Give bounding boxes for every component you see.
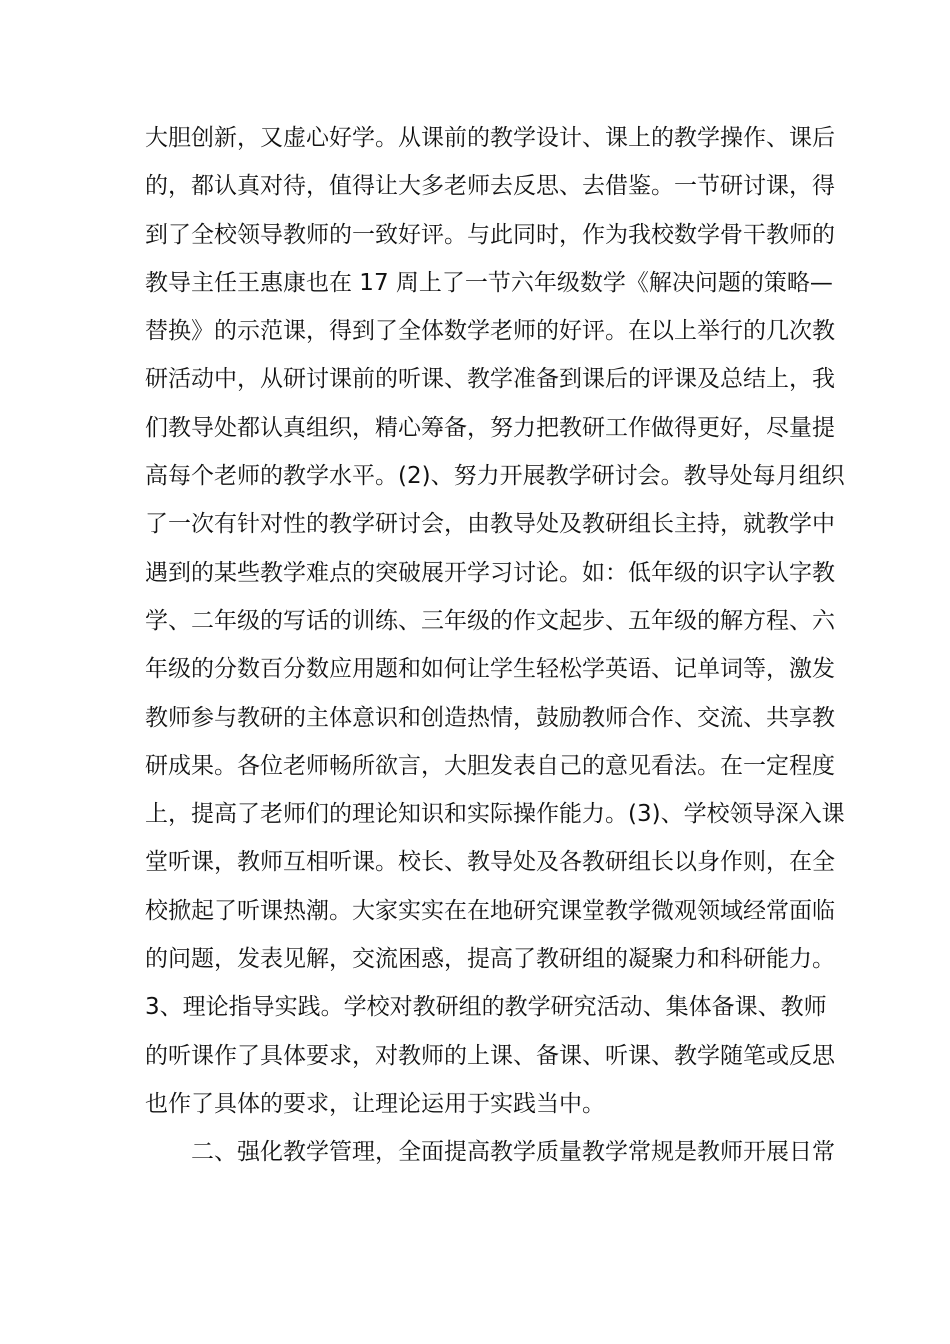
section-heading-line: 二、强化教学管理，全面提高教学质量教学常规是教师开展日常 bbox=[191, 1139, 835, 1166]
text-line: 也作了具体的要求，让理论运用于实践当中。 bbox=[145, 1090, 605, 1117]
text-line: 的听课作了具体要求，对教师的上课、备课、听课、教学随笔或反思 bbox=[145, 1042, 835, 1069]
text-line: 替换》的示范课，得到了全体数学老师的好评。在以上举行的几次教 bbox=[145, 318, 835, 345]
text-line: 的，都认真对待，值得让大多老师去反思、去借鉴。一节研讨课，得 bbox=[145, 173, 835, 200]
text-line: 研活动中，从研讨课前的听课、教学准备到课后的评课及总结上，我 bbox=[145, 366, 835, 393]
body-text bbox=[145, 114, 845, 1177]
text-line: 堂听课，教师互相听课。校长、教导处及各教研组长以身作则，在全 bbox=[145, 849, 835, 876]
text-line: 学、二年级的写话的训练、三年级的作文起步、五年级的解方程、六 bbox=[145, 607, 835, 634]
text-line: 教导主任王惠康也在 17 周上了一节六年级数学《解决问题的策略— bbox=[145, 269, 833, 296]
text-line: 们教导处都认真组织，精心筹备，努力把教研工作做得更好，尽量提 bbox=[145, 414, 835, 441]
text-line: 遇到的某些教学难点的突破展开学习讨论。如：低年级的识字认字教 bbox=[145, 559, 835, 586]
text-line: 校掀起了听课热潮。大家实实在在地研究课堂教学微观领域经常面临 bbox=[145, 897, 835, 924]
text-line: 大胆创新，又虚心好学。从课前的教学设计、课上的教学操作、课后 bbox=[145, 125, 835, 151]
text-line: 3、理论指导实践。学校对教研组的教学研究活动、集体备课、教师 bbox=[145, 994, 827, 1021]
text-line: 研成果。各位老师畅所欲言，大胆发表自己的意见看法。在一定程度 bbox=[145, 752, 835, 779]
text-line: 到了全校领导教师的一致好评。与此同时，作为我校数学骨干教师的 bbox=[145, 221, 835, 248]
text-line: 高每个老师的教学水平。(2)、努力开展教学研讨会。教导处每月组织 bbox=[145, 463, 845, 490]
text-line: 了一次有针对性的教学研讨会，由教导处及教研组长主持，就教学中 bbox=[145, 511, 835, 538]
text-line: 的问题，发表见解，交流困惑，提高了教研组的凝聚力和科研能力。 bbox=[145, 946, 835, 973]
text-line: 上，提高了老师们的理论知识和实际操作能力。(3)、学校领导深入课 bbox=[145, 801, 845, 828]
text-line: 教师参与教研的主体意识和创造热情，鼓励教师合作、交流、共享教 bbox=[145, 704, 835, 731]
text-line: 年级的分数百分数应用题和如何让学生轻松学英语、记单词等，激发 bbox=[145, 656, 835, 683]
